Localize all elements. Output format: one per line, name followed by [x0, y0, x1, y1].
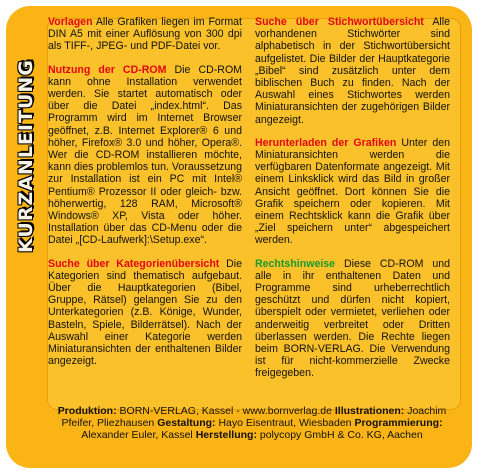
section-heading: Rechtshinweise [255, 257, 336, 270]
section-body: Alle vorhandenen Stichwörter sind alphabetisch in der Stichwortübersicht aufgelistet. Die Bilder der Hauptkategorie „Bibel“ sind zusätzlich unter dem biblischen Buch zu finden. Nach der Auswahl eines Stichwortes werden Miniaturansichten der zugehörigen Bilder angezeigt. [255, 16, 450, 126]
section-body: Die Kategorien sind thematisch aufgebaut. Über die Hauptkategorien (Bibel, Gruppe, Rätsel) gelangen Sie zu den Unterkategorien (z.B. Könige, Wunder, Basteln, Spiele, Bilderrätsel). Nach der Auswahl einer Kategorie werden Miniaturansichten der enthaltenen Bilder angezeigt. [48, 257, 243, 368]
credit-label: Programmierung: [354, 417, 443, 430]
section-body: Die CD-ROM kann ohne Installation verwendet werden. Sie startet automatisch oder über die Datei „index.html“. Das Programm wird im Internet Browser geöffnet, z.B. Internet Explorer® 6 und höher, Firefox® 3.0 und höher, Opera®. Wer die CD-ROM installieren möchte, kann dies problemlos tun. Voraussetzung zur Installation ist ein PC mit Intel® Pentium® Prozessor II oder gleich- bzw. höherwertig, 128 RAM, Microsoft® Windows® XP, Vista oder höher. Installation über das CD-Menu oder die Datei „[CD-Laufwerk]:\Setup.exe“. [48, 63, 243, 247]
section-stichwort [255, 16, 450, 126]
section-body: Alle Grafiken liegen im Format DIN A5 mit einer Auflösung von 300 dpi als TIFF-, JPEG- und PDF-Datei vor. [48, 16, 242, 53]
vertical-title: KURZANLEITUNG [15, 59, 37, 253]
left-column [48, 16, 242, 378]
section-heading: Suche über Stichwortübersicht [255, 16, 424, 28]
credit-value: BORN-VERLAG, Kassel - www.bornverlag.de [116, 405, 335, 417]
credit-label: Herstellung: [195, 429, 257, 442]
section-heading: Vorlagen [48, 16, 93, 28]
section-body: Diese CD-ROM und alle in ihr enthaltenen Daten und Programme sind urheberrechtlich geschützt und dürfen nicht kopiert, überspielt oder vermietet, verliehen oder anderweitig verbreitet oder Dritten überlassen werden. Die Rechte liegen beim BORN-VERLAG. Die Verwendung ist für nicht-kommerzielle Zwecke freigegeben. [255, 257, 450, 380]
credit-value: Hayo Eisentraut, Wiesbaden [215, 417, 355, 430]
credit-value: Joachim Pfeifer, Pliezhausen [61, 405, 447, 430]
credits-footer [42, 405, 462, 442]
section-heading: Nutzung der CD-ROM [48, 63, 167, 76]
credit-value: Alexander Euler, Kassel [81, 429, 196, 442]
section-herunterladen [255, 137, 450, 247]
section-kategorien [48, 258, 242, 368]
section-body: Unter den Miniaturansichten werden die verfügbaren Datenformate angezeigt. Mit einem Linksklick wird das Bild in großer Ansicht geöffnet. Dort können Sie die Grafik speichern oder kopieren. Mit einem Rechtsklick kann die Grafik über „Ziel speichern unter“ abgespeichert werden. [255, 136, 451, 247]
credit-value: polycopy GmbH & Co. KG, Aachen [256, 429, 423, 442]
right-column [255, 16, 450, 391]
section-vorlagen [48, 16, 242, 53]
credit-label: Illustrationen: [334, 405, 405, 417]
section-heading: Herunterladen der Grafiken [255, 136, 397, 149]
section-heading: Suche über Kategorienübersicht [48, 257, 220, 270]
credit-label: Gestaltung: [157, 417, 216, 430]
credit-label: Produktion: [57, 405, 117, 417]
section-rechtshinweise [255, 258, 450, 380]
section-nutzung [48, 64, 242, 247]
